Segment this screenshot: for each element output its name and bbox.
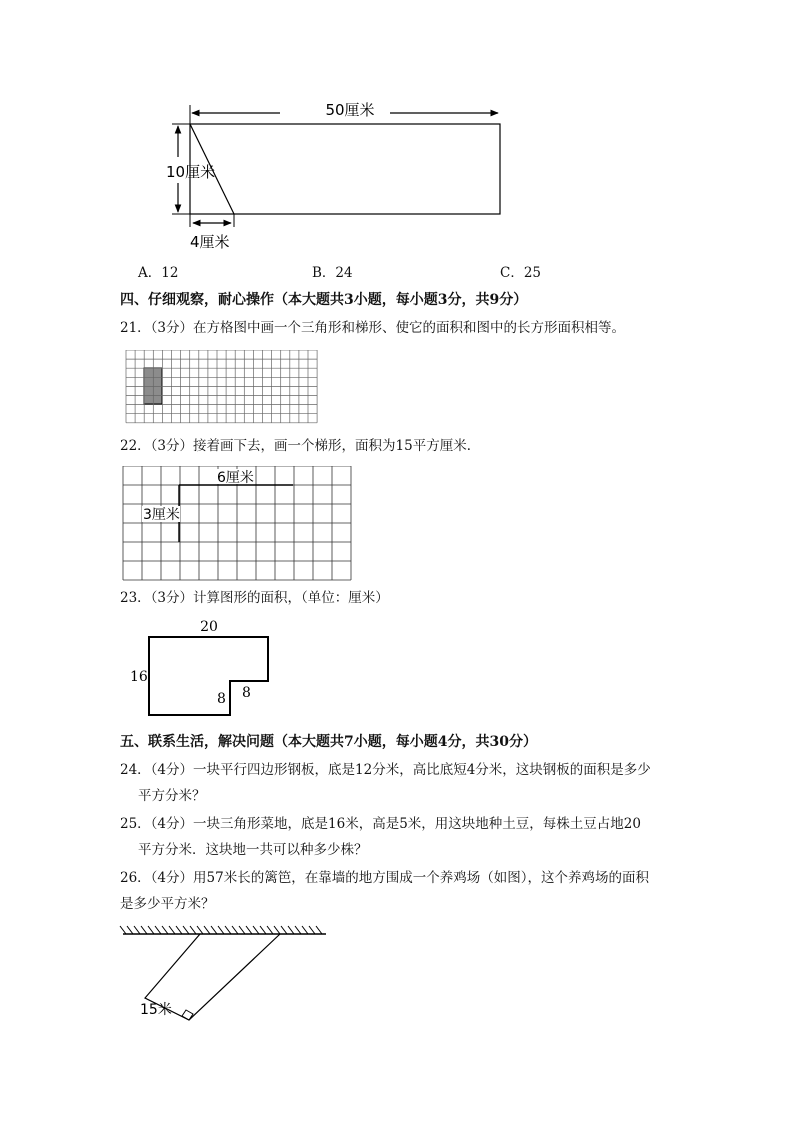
q20-bottom-label: 4厘米 [190, 233, 230, 251]
q23-dim-top: 20 [200, 619, 218, 635]
q21-grid-lines [126, 350, 317, 423]
q23-dim-notch-v: 8 [217, 691, 226, 707]
q23-l-shape [149, 637, 268, 715]
q23-dim-left: 16 [130, 669, 148, 685]
q20-top-label: 50厘米 [325, 101, 375, 119]
q24-line2: 平方分米？ [138, 788, 206, 804]
section4-heading: 四、仔细观察，耐心操作（本大题共3小题，每小题3分，共9分） [120, 292, 528, 308]
q21-grid [125, 350, 325, 424]
q26-wall-hatching [120, 926, 322, 934]
q20-option-b: B．24 [312, 265, 353, 281]
q25-line1: 25．（4分）一块三角形菜地，底是16米，高是5米，用这块地种土豆，每株土豆占地20 [120, 816, 641, 832]
q22-top-label: 6厘米 [217, 470, 254, 486]
q20-option-a: A．12 [138, 265, 179, 281]
q20-rectangle [190, 124, 500, 214]
q22-grid [122, 466, 354, 582]
section5-heading: 五、联系生活，解决问题（本大题共7小题，每小题4分，共30分） [120, 734, 537, 750]
q26-figure-label: 15米 [140, 1002, 172, 1018]
q23-dim-notch-h: 8 [242, 685, 251, 701]
q21-text: 21．（3分）在方格图中画一个三角形和梯形、使它的面积和图中的长方形面积相等。 [120, 320, 626, 336]
q23-figure [125, 615, 285, 725]
q22-text: 22．（3分）接着画下去，画一个梯形，面积为15平方厘米． [120, 438, 481, 454]
q20-left-label: 10厘米 [166, 163, 216, 181]
q23-text: 23．（3分）计算图形的面积，（单位：厘米） [120, 590, 389, 606]
q25-line2: 平方分米．这块地一共可以种多少株？ [138, 842, 368, 858]
q24-line1: 24．（4分）一块平行四边形钢板，底是12分米，高比底短4分米，这块钢板的面积是多少 [120, 762, 651, 778]
q26-line1: 26．（4分）用57米长的篱笆，在靠墙的地方围成一个养鸡场（如图），这个养鸡场的面积 [120, 870, 649, 886]
q20-figure [160, 95, 510, 255]
q22-side-label: 3厘米 [143, 507, 180, 523]
q26-figure [118, 920, 333, 1025]
q20-option-c: C．25 [500, 265, 542, 281]
q26-line2: 是多少平方米？ [120, 896, 215, 912]
